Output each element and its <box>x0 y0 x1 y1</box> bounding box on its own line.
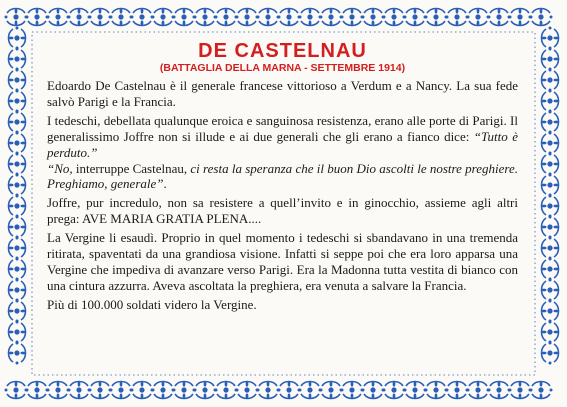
reply-narration: interruppe Castelnau, <box>72 160 191 176</box>
paragraph-joffre-prays: Joffre, pur incredulo, non sa resistere a quell’invito e in ginocchio, assieme agli altri prega: AVE MARIA GRATIA PLENA.... <box>47 195 518 227</box>
paragraph-intro: Edoardo De Castelnau è il generale francese vittorioso a Verdum e a Nancy. La sua fede salvò Parigi e la Francia. <box>47 78 518 109</box>
reply-quote: ci resta la speranza che il buon Dio ascolti le nostre preghiere. Preghiamo, generale” <box>47 160 518 192</box>
reply-no: “No, <box>47 160 73 176</box>
paragraph-germans <box>47 113 518 161</box>
quote-everything-lost: “Tutto è perduto.” <box>47 128 518 160</box>
paragraph-apparition: La Vergine li esaudì. Proprio in quel momento i tedeschi si sbandavano in una tremenda ritirata, spaventati da una grandiosa visione. Infatti si seppe poi che era loro apparsa una Vergine che impediva di avanzare verso Parigi. Era la Madonna tutta vestita di bianco con una cintura azzurra. Aveva ascoltata la preghiera, era venuta a salvare la Francia. <box>47 230 518 293</box>
card-subtitle: (BATTAGLIA DELLA MARNA - SETTEMBRE 1914) <box>159 62 406 74</box>
paragraph-castelnau-reply <box>47 161 518 193</box>
reply-end: . <box>163 176 167 192</box>
paragraph-soldiers: Più di 100.000 soldati videro la Vergine. <box>47 296 257 312</box>
card-title: DE CASTELNAU <box>198 40 367 62</box>
card-content <box>47 40 518 370</box>
paragraph-germans-text: I tedeschi, debellata qualunque eroica e sanguinosa resistenza, erano alle porte di Parigi. Il generalissimo Joffre non si illude e ai due generali che gli erano a fianco dice: <box>47 112 518 144</box>
